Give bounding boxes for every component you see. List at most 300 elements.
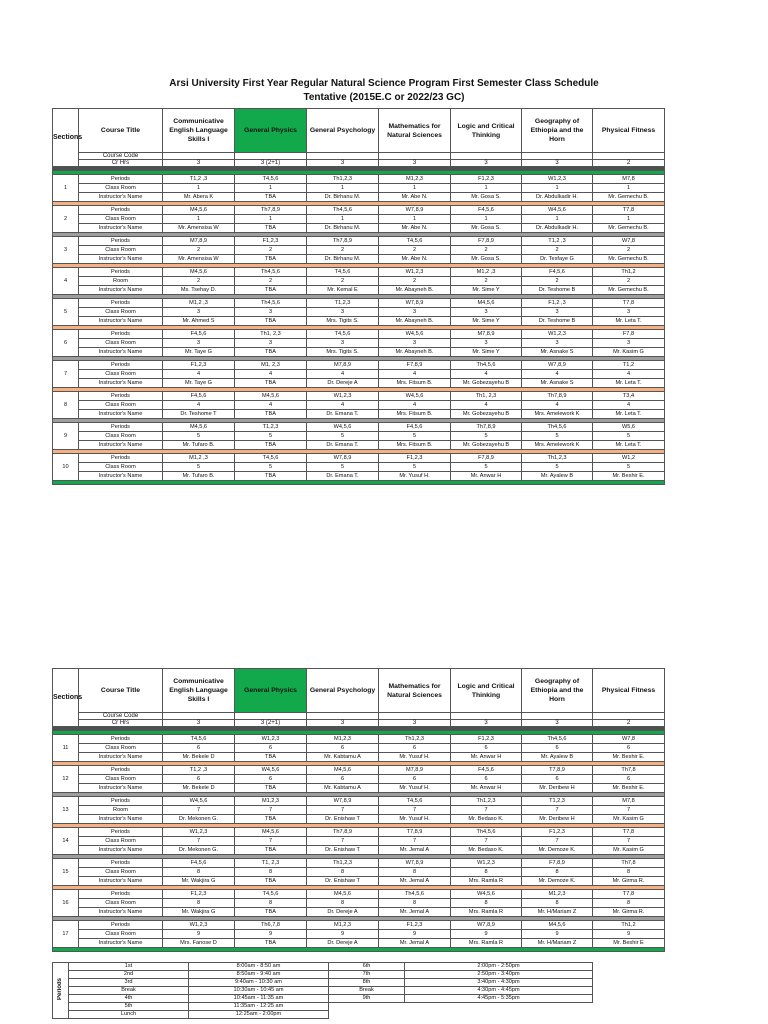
room-cell: 7 [307, 837, 379, 846]
period-cell: W1,2,3 [235, 735, 307, 744]
period-time-row [53, 963, 593, 971]
row-label: Class Room [79, 463, 163, 472]
room-cell: 2 [522, 277, 593, 286]
course-code-cell [235, 153, 307, 160]
period-cell: M1,2 ,3 [451, 268, 522, 277]
section-row [53, 441, 665, 450]
period-time-row [53, 987, 593, 995]
room-cell: 4 [163, 401, 235, 410]
row-label: Class Room [79, 775, 163, 784]
instructor-cell: Mr. Beshir E [593, 939, 665, 948]
instructor-cell: Mr. Sime Y [451, 317, 522, 326]
section-row [53, 339, 665, 348]
period-cell: Th7,8 [593, 859, 665, 868]
row-label: Class Room [79, 339, 163, 348]
instructor-cell: Mr. Demoze K. [522, 846, 593, 855]
period-cell: Th4,5,6 [451, 361, 522, 370]
period-cell: T1,2 ,3 [522, 237, 593, 246]
row-label: Periods [79, 423, 163, 432]
section-row [53, 361, 665, 370]
room-cell: 7 [235, 806, 307, 815]
row-label: Periods [79, 859, 163, 868]
section-number: 10 [53, 454, 79, 481]
course-header: Mathematics for Natural Sciences [379, 109, 451, 153]
row-label: Instructor's Name [79, 224, 163, 233]
instructor-cell: Mr. Wakjira G [163, 908, 235, 917]
sections-header: Sections [53, 109, 79, 167]
room-cell: 1 [163, 184, 235, 193]
instructor-cell: Mr. Tufaro B. [163, 441, 235, 450]
section-row [53, 392, 665, 401]
section-row [53, 454, 665, 463]
credit-cell: 3 [307, 720, 379, 727]
period-time: 10:45am - 11:35 am [189, 995, 329, 1003]
room-cell: 6 [593, 744, 665, 753]
room-cell: 3 [451, 339, 522, 348]
room-cell: 9 [307, 930, 379, 939]
period-cell: W7,8 [593, 735, 665, 744]
room-cell: 8 [235, 899, 307, 908]
section-row [53, 472, 665, 481]
period-cell: T7,8 [593, 828, 665, 837]
course-code-cell [451, 713, 522, 720]
instructor-cell: Dr. Emana T. [307, 410, 379, 419]
room-cell: 3 [522, 308, 593, 317]
period-cell: Th7,8,9 [235, 206, 307, 215]
section-row [53, 868, 665, 877]
period-cell: M4,5,6 [307, 890, 379, 899]
period-cell: W4,5,6 [379, 330, 451, 339]
row-label: Instructor's Name [79, 317, 163, 326]
room-cell: 2 [307, 246, 379, 255]
row-label: Instructor's Name [79, 193, 163, 202]
period-cell: T7,8 [593, 890, 665, 899]
period-cell: W4,5,6 [163, 797, 235, 806]
period-cell: F1,2 ,3 [522, 299, 593, 308]
period-cell: Th1,2,3 [307, 859, 379, 868]
room-cell: 6 [379, 775, 451, 784]
instructor-cell: Mr. Yusuf H. [379, 472, 451, 481]
course-code-cell [379, 153, 451, 160]
period-time: 2:00pm - 2:50pm [405, 963, 593, 971]
instructor-cell: Mr. Ayalew B [522, 472, 593, 481]
credit-cell: 3 [163, 160, 235, 167]
instructor-cell: Mr. Beshir E. [593, 472, 665, 481]
period-cell: M7,8 [593, 175, 665, 184]
room-cell: 6 [235, 744, 307, 753]
period-cell: W4,5,6 [522, 206, 593, 215]
instructor-cell: Mr. Bedaso K. [451, 846, 522, 855]
room-cell: 8 [163, 899, 235, 908]
section-row [53, 286, 665, 295]
period-cell: Th1,2,3 [451, 797, 522, 806]
section-number: 4 [53, 268, 79, 295]
section-row [53, 184, 665, 193]
room-cell: 4 [235, 370, 307, 379]
row-label: Class Room [79, 868, 163, 877]
period-cell: F1,2,3 [451, 175, 522, 184]
credit-cell: 3 [307, 160, 379, 167]
room-cell: 1 [307, 215, 379, 224]
period-name: 5th [69, 1003, 189, 1011]
room-cell: 7 [522, 806, 593, 815]
room-cell: 5 [235, 432, 307, 441]
room-cell: 1 [593, 215, 665, 224]
instructor-cell: Mrs. Tigits S. [307, 317, 379, 326]
room-cell: 4 [163, 370, 235, 379]
room-cell: 3 [593, 339, 665, 348]
instructor-cell: Mr. Demoze K. [522, 877, 593, 886]
period-cell: Th7,8,9 [522, 392, 593, 401]
period-cell: T7,8 [593, 299, 665, 308]
row-label: Class Room [79, 308, 163, 317]
instructor-cell: Dr. Abdulkadir H. [522, 224, 593, 233]
row-label: Instructor's Name [79, 348, 163, 357]
instructor-cell: Mr. Taye G [163, 348, 235, 357]
instructor-cell: Mrs. Tigits S. [307, 348, 379, 357]
room-cell: 5 [451, 432, 522, 441]
period-cell: Th4,5,6 [451, 828, 522, 837]
section-number: 17 [53, 921, 79, 948]
section-row [53, 766, 665, 775]
room-cell: 6 [451, 744, 522, 753]
period-cell: M1, 2,3 [235, 361, 307, 370]
section-row [53, 939, 665, 948]
instructor-cell: Mr. Abayneh B. [379, 286, 451, 295]
course-code-cell [307, 713, 379, 720]
instructor-cell: TBA [235, 846, 307, 855]
instructor-cell: Mrs. Amelework K [522, 410, 593, 419]
period-time-row [53, 979, 593, 987]
period-cell: W7,8,9 [522, 361, 593, 370]
row-label: Class Room [79, 837, 163, 846]
period-cell: M1,2,3 [522, 890, 593, 899]
instructor-cell: Mr. Anwar H [451, 472, 522, 481]
room-cell: 4 [379, 370, 451, 379]
course-code-cell [307, 153, 379, 160]
row-label: Instructor's Name [79, 784, 163, 793]
period-cell: W4,5,6 [235, 766, 307, 775]
room-cell: 6 [522, 775, 593, 784]
instructor-cell: Mr. Sime Y [451, 286, 522, 295]
instructor-cell: Mr. Leta T. [593, 410, 665, 419]
period-empty [329, 1011, 593, 1019]
period-cell: T7,8,9 [379, 828, 451, 837]
room-cell: 5 [522, 463, 593, 472]
room-cell: 8 [235, 868, 307, 877]
room-cell: 7 [163, 806, 235, 815]
section-number: 15 [53, 859, 79, 886]
section-row [53, 744, 665, 753]
instructor-cell: TBA [235, 286, 307, 295]
instructor-cell: Mr. Ahmed S [163, 317, 235, 326]
instructor-cell: Mr. Jemal A [379, 908, 451, 917]
section-row [53, 348, 665, 357]
room-cell: 2 [451, 246, 522, 255]
instructor-cell: Dr. Mekonen G. [163, 846, 235, 855]
instructor-cell: Mr. H/Mariam Z [522, 908, 593, 917]
course-code-cell [379, 713, 451, 720]
room-cell: 8 [307, 899, 379, 908]
period-cell: W7,8,9 [451, 921, 522, 930]
schedule-table-2 [52, 668, 665, 952]
period-cell: W1,2 [593, 454, 665, 463]
section-number: 9 [53, 423, 79, 450]
room-cell: 3 [163, 339, 235, 348]
room-cell: 3 [522, 339, 593, 348]
room-cell: 4 [593, 370, 665, 379]
instructor-cell: Mr. Bekele D [163, 753, 235, 762]
period-cell: F4,5,6 [451, 766, 522, 775]
instructor-cell: Mr. Amensisa W [163, 224, 235, 233]
section-row [53, 930, 665, 939]
room-cell: 4 [451, 401, 522, 410]
schedule-subtitle: Tentative (2015E.C or 2022/23 GC) [303, 92, 465, 103]
instructor-cell: Dr. Enishaw T [307, 846, 379, 855]
period-cell: M4,5,6 [451, 299, 522, 308]
instructor-cell: Mr. Gemechu B. [593, 224, 665, 233]
period-cell: M1,2,3 [235, 797, 307, 806]
period-time: 8:00am - 8:50 am [189, 963, 329, 971]
room-cell: 1 [593, 184, 665, 193]
instructor-cell: Mr. H/Mariam Z [522, 939, 593, 948]
instructor-cell: TBA [235, 410, 307, 419]
instructor-cell: Mr. Jemal A [379, 846, 451, 855]
period-cell: Th1,2 [593, 921, 665, 930]
instructor-cell: Mr. Gobezayehu B [451, 441, 522, 450]
credit-cell: 3 (2+1) [235, 720, 307, 727]
cr-hrs-label: Cr Hrs [79, 160, 163, 167]
period-cell: F7,8 [593, 330, 665, 339]
room-cell: 5 [379, 432, 451, 441]
row-label: Room [79, 806, 163, 815]
instructor-cell: Mr. Yusuf H. [379, 784, 451, 793]
instructor-cell: Mrs. Ramla R [451, 877, 522, 886]
period-cell: T4,5,6 [379, 797, 451, 806]
period-cell: F4,5,6 [163, 859, 235, 868]
row-label: Instructor's Name [79, 410, 163, 419]
room-cell: 4 [593, 401, 665, 410]
instructor-cell: Mr. Wakjira G [163, 877, 235, 886]
room-cell: 6 [163, 744, 235, 753]
course-code-cell [163, 713, 235, 720]
period-cell: W4,5,6 [451, 890, 522, 899]
credit-hours-row [53, 160, 665, 167]
section-number: 16 [53, 890, 79, 917]
instructor-cell: Mr. Asnake S [522, 379, 593, 388]
period-cell: Th1,2 [593, 268, 665, 277]
course-code-row [53, 153, 665, 160]
course-code-cell [522, 153, 593, 160]
row-label: Periods [79, 268, 163, 277]
period-cell: M7,8,9 [307, 361, 379, 370]
section-number: 6 [53, 330, 79, 357]
period-cell: F4,5,6 [522, 268, 593, 277]
period-name: Break [69, 987, 189, 995]
period-cell: Th7,8 [593, 766, 665, 775]
room-cell: 3 [379, 308, 451, 317]
course-header: General Psychology [307, 669, 379, 713]
period-cell: Th1,2,3 [379, 735, 451, 744]
period-cell: F4,5,6 [163, 330, 235, 339]
section-number: 12 [53, 766, 79, 793]
room-cell: 3 [307, 308, 379, 317]
room-cell: 5 [235, 463, 307, 472]
row-label: Periods [79, 299, 163, 308]
room-cell: 1 [522, 215, 593, 224]
course-code-cell [522, 713, 593, 720]
credit-cell: 3 [522, 720, 593, 727]
instructor-cell: Mrs. Fanose D [163, 939, 235, 948]
period-cell: F7,8,9 [451, 454, 522, 463]
instructor-cell: Mr. Yusuf H. [379, 815, 451, 824]
row-label: Periods [79, 237, 163, 246]
instructor-cell: Mrs. Amelework K [522, 441, 593, 450]
period-name: 6th [329, 963, 405, 971]
row-label: Periods [79, 921, 163, 930]
row-label: Periods [79, 330, 163, 339]
schedule-table-1 [52, 108, 665, 485]
room-cell: 4 [451, 370, 522, 379]
section-row [53, 890, 665, 899]
period-time: 4:30pm - 4:45pm [405, 987, 593, 995]
credit-cell: 2 [593, 160, 665, 167]
section-row [53, 784, 665, 793]
period-cell: Th1,2,3 [307, 175, 379, 184]
section-row [53, 215, 665, 224]
section-row [53, 175, 665, 184]
course-header: Geography of Ethiopia and the Horn [522, 109, 593, 153]
instructor-cell: Mr. Gobezayehu B [451, 410, 522, 419]
room-cell: 1 [235, 184, 307, 193]
instructor-cell: Dr. Dereje A [307, 908, 379, 917]
instructor-cell: TBA [235, 753, 307, 762]
row-label: Room [79, 277, 163, 286]
instructor-cell: Mr. Abera K [163, 193, 235, 202]
instructor-cell: Dr. Teshome B [522, 317, 593, 326]
room-cell: 7 [379, 806, 451, 815]
period-cell: Th1,2,3 [522, 454, 593, 463]
row-label: Instructor's Name [79, 908, 163, 917]
period-name: 2nd [69, 971, 189, 979]
room-cell: 5 [522, 432, 593, 441]
row-label: Periods [79, 766, 163, 775]
course-header: Physical Fitness [593, 109, 665, 153]
separator-cell [53, 948, 665, 952]
row-label: Class Room [79, 215, 163, 224]
instructor-cell: Mr. Ayalew B [522, 753, 593, 762]
instructor-cell: Mr. Leta T. [593, 441, 665, 450]
course-header: General Physics [235, 669, 307, 713]
credit-cell: 2 [593, 720, 665, 727]
period-time: 12:25am - 2:00pm [189, 1011, 329, 1019]
instructor-cell: Mr. Gosa S. [451, 224, 522, 233]
period-cell: M4,5,6 [235, 392, 307, 401]
periods-vertical-label [53, 963, 69, 1019]
period-cell: Th4,5,6 [307, 206, 379, 215]
instructor-cell: Dr. Enishaw T [307, 815, 379, 824]
period-cell: M4,5,6 [307, 766, 379, 775]
period-cell: M4,5,6 [163, 206, 235, 215]
period-cell: T4,5,6 [307, 330, 379, 339]
room-cell: 2 [451, 277, 522, 286]
room-cell: 6 [522, 744, 593, 753]
instructor-cell: Mrs. Fitsum B. [379, 410, 451, 419]
room-cell: 7 [451, 837, 522, 846]
period-cell: Th4,5,6 [235, 268, 307, 277]
instructor-cell: TBA [235, 441, 307, 450]
room-cell: 3 [307, 339, 379, 348]
room-cell: 4 [307, 401, 379, 410]
instructor-cell: Mr. Gobezayehu B [451, 379, 522, 388]
room-cell: 2 [379, 277, 451, 286]
room-cell: 3 [163, 308, 235, 317]
instructor-cell: Mr. Kasim G [593, 348, 665, 357]
instructor-cell: Dr. Birhanu M. [307, 255, 379, 264]
instructor-cell: Dr. Dereje A [307, 379, 379, 388]
course-code-label: Course Code [79, 713, 163, 720]
room-cell: 9 [593, 930, 665, 939]
instructor-cell: Mr. Beshir E. [593, 784, 665, 793]
section-number: 2 [53, 206, 79, 233]
periods-label: Periods [57, 977, 63, 1000]
instructor-cell: Mr. Taye G [163, 379, 235, 388]
schedule-title: Arsi University First Year Regular Natural Science Program First Semester Class Schedule [169, 78, 599, 89]
instructor-cell: Mr. Kemal E [307, 286, 379, 295]
room-cell: 5 [307, 463, 379, 472]
instructor-cell: TBA [235, 877, 307, 886]
room-cell: 7 [379, 837, 451, 846]
period-cell: Th7,8,9 [451, 423, 522, 432]
section-row [53, 837, 665, 846]
instructor-cell: Mr. Abe N. [379, 224, 451, 233]
period-cell: W7,8,9 [379, 206, 451, 215]
instructor-cell: Mr. Girma R. [593, 908, 665, 917]
room-cell: 1 [163, 215, 235, 224]
course-header: Logic and Critical Thinking [451, 669, 522, 713]
instructor-cell: Dr. Mekonen G. [163, 815, 235, 824]
section-number: 3 [53, 237, 79, 264]
row-label: Instructor's Name [79, 846, 163, 855]
room-cell: 2 [593, 246, 665, 255]
section-row [53, 846, 665, 855]
period-name: Lunch [69, 1011, 189, 1019]
period-time: 2:50pm - 3:40pm [405, 971, 593, 979]
period-name: 8th [329, 979, 405, 987]
period-cell: T4,5,6 [235, 454, 307, 463]
room-cell: 2 [379, 246, 451, 255]
period-cell: F4,5,6 [379, 423, 451, 432]
room-cell: 2 [163, 246, 235, 255]
period-time-row [53, 971, 593, 979]
instructor-cell: Mr. Gosa S. [451, 255, 522, 264]
row-label: Instructor's Name [79, 939, 163, 948]
period-cell: W1,2,3 [379, 268, 451, 277]
row-label: Instructor's Name [79, 815, 163, 824]
sections-header: Sections [53, 669, 79, 727]
room-cell: 1 [522, 184, 593, 193]
period-cell: Th4,5,6 [379, 890, 451, 899]
room-cell: 2 [235, 246, 307, 255]
instructor-cell: Mr. Tufaro B. [163, 472, 235, 481]
instructor-cell: TBA [235, 939, 307, 948]
row-label: Class Room [79, 930, 163, 939]
period-cell: Th1, 2,3 [235, 330, 307, 339]
period-cell: Th7,8,9 [307, 828, 379, 837]
period-cell: T3,4 [593, 392, 665, 401]
section-row [53, 277, 665, 286]
period-cell: F1,2,3 [379, 921, 451, 930]
